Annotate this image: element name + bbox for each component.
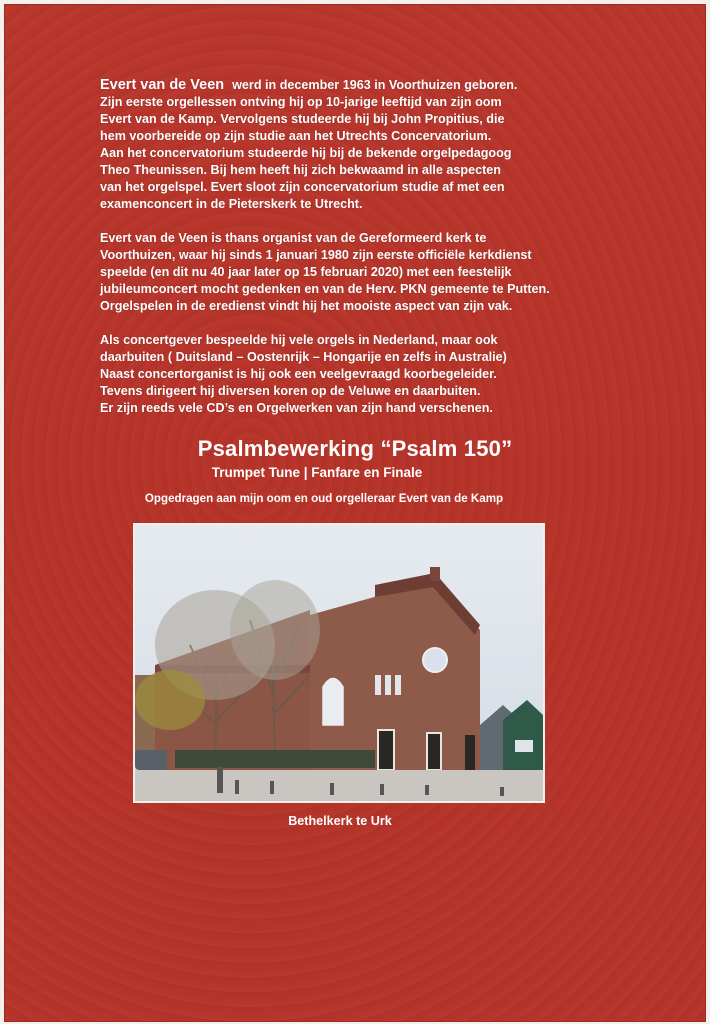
bio-line: Naast concertorganist is hij ook een veelgevraagd koorbegeleider.: [100, 367, 497, 381]
bio-line: [100, 77, 620, 94]
biography: [100, 77, 620, 434]
bio-line: Orgelspelen in de eredienst vindt hij het mooiste aspect van zijn vak.: [100, 299, 513, 313]
bio-line: Evert van de Veen is thans organist van de Gereformeerd kerk te: [100, 231, 487, 245]
bio-line: jubileumconcert mocht gedenken en van de Herv. PKN gemeente te Putten.: [100, 282, 550, 296]
bio-line: Er zijn reeds vele CD’s en Orgelwerken van zijn hand verschenen.: [100, 401, 493, 415]
bio-line: van het orgelspel. Evert sloot zijn concervatorium studie af met een: [100, 180, 505, 194]
bio-line: Als concertgever bespeelde hij vele orgels in Nederland, maar ook: [100, 333, 498, 347]
bio-line: Zijn eerste orgellessen ontving hij op 10-jarige leeftijd van zijn oom: [100, 95, 502, 109]
bio-line: examenconcert in de Pieterskerk te Utrecht.: [100, 197, 363, 211]
piece-title: Psalmbewerking “Psalm 150”: [197, 436, 513, 461]
bio-line-text: werd in december 1963 in Voorthuizen geboren.: [232, 78, 518, 92]
bio-line: daarbuiten ( Duitsland – Oostenrijk – Hongarije en zelfs in Australie): [100, 350, 507, 364]
bio-paragraph-1: [100, 77, 620, 213]
organist-name: Evert van de Veen: [100, 77, 225, 93]
bio-line: Voorthuizen, waar hij sinds 1 januari 1980 zijn eerste officiële kerkdienst: [100, 248, 532, 262]
piece-subtitle: Trumpet Tune | Fanfare en Finale: [211, 465, 423, 480]
bio-line: Evert van de Kamp. Vervolgens studeerde hij bij John Propitius, die: [100, 112, 505, 126]
bio-line: Tevens dirigeert hij diversen koren op de Veluwe en daarbuiten.: [100, 384, 481, 398]
dedication: Opgedragen aan mijn oom en oud orgelleraar Evert van de Kamp: [144, 492, 504, 505]
bio-line: hem voorbereide op zijn studie aan het Utrechts Concervatorium.: [100, 129, 492, 143]
bio-line: Theo Theunissen. Bij hem heeft hij zich bekwaamd in alle aspecten: [100, 163, 502, 177]
bio-line: Aan het concervatorium studeerde hij bij de bekende orgelpedagoog: [100, 146, 512, 160]
booklet-page: [4, 4, 706, 1022]
bio-line: speelde (en dit nu 40 jaar later op 15 februari 2020) met een feestelijk: [100, 265, 512, 279]
bio-paragraph-2: [100, 230, 620, 315]
church-illustration: [135, 525, 543, 801]
photo-caption: Bethelkerk te Urk: [288, 814, 392, 828]
church-photo: [133, 523, 545, 803]
bio-paragraph-3: [100, 332, 620, 417]
